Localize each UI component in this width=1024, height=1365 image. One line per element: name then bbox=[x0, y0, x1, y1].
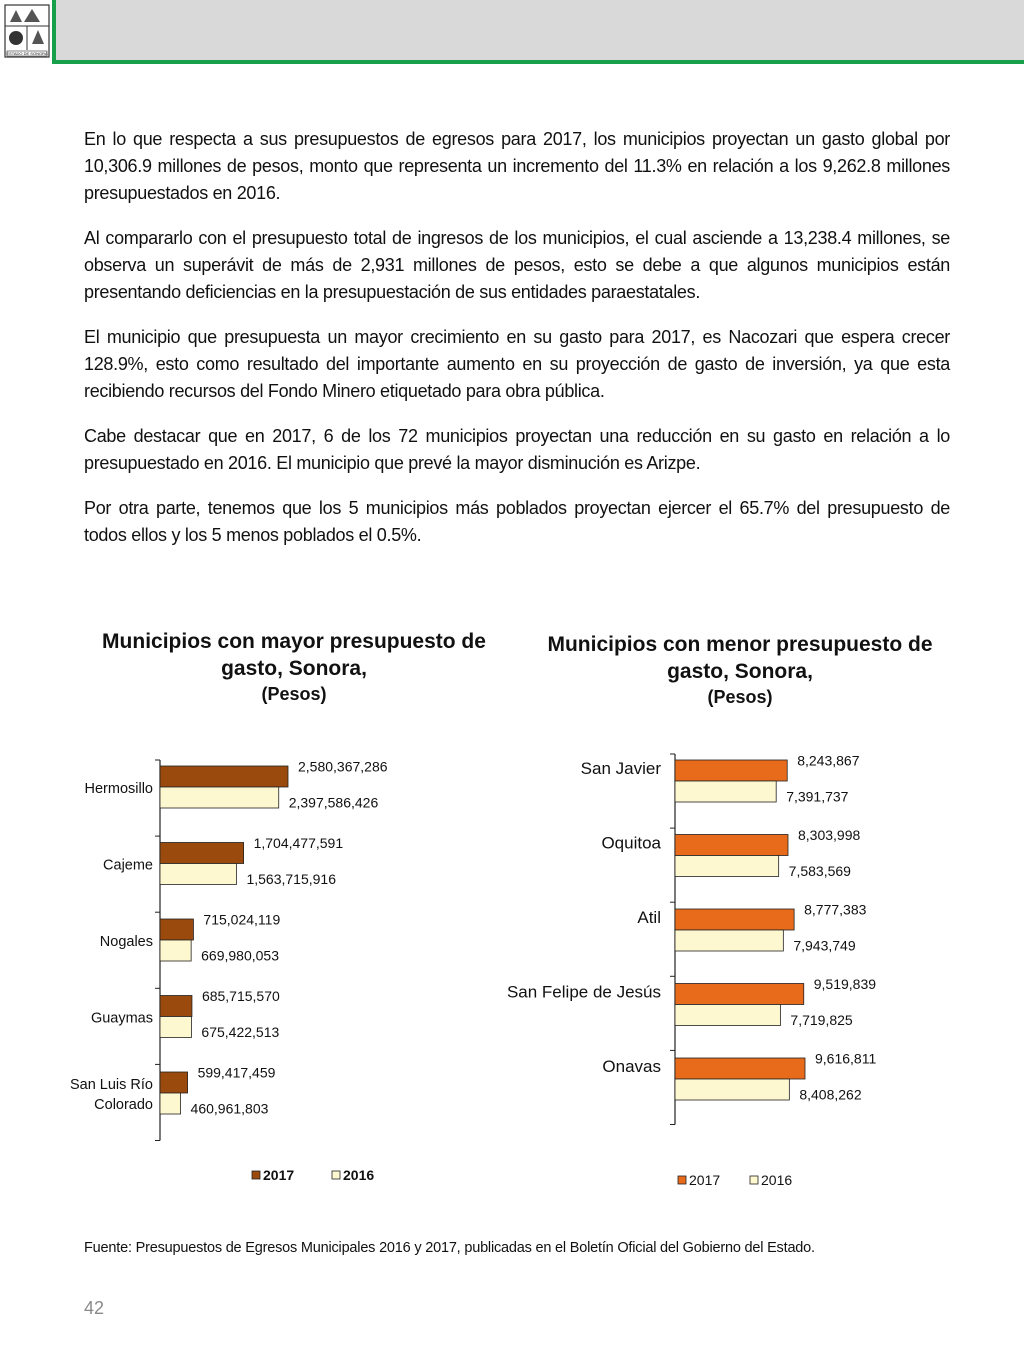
category-label: Onavas bbox=[602, 1057, 661, 1076]
coat-of-arms-icon bbox=[0, 0, 52, 64]
data-label: 9,519,839 bbox=[813, 976, 877, 992]
category-label: Nogales bbox=[99, 934, 153, 950]
data-label: 8,243,867 bbox=[797, 752, 860, 769]
data-label: 7,391,737 bbox=[786, 788, 849, 805]
legend-swatch bbox=[678, 1176, 686, 1184]
logo-text: ESTADO DE SONORA bbox=[6, 51, 48, 57]
legend-label: 2016 bbox=[761, 1172, 793, 1188]
chart-title-largest bbox=[74, 628, 514, 706]
data-label: 2,580,367,286 bbox=[298, 758, 388, 775]
page-number: 42 bbox=[84, 1298, 105, 1318]
legend-swatch bbox=[252, 1171, 260, 1179]
legend-swatch bbox=[750, 1176, 758, 1184]
category-label: San Felipe de Jesús bbox=[506, 982, 661, 1002]
data-label: 8,777,383 bbox=[804, 901, 867, 918]
legend-label: 2016 bbox=[343, 1167, 375, 1183]
data-label: 2,397,586,426 bbox=[288, 794, 379, 811]
bar-2016 bbox=[675, 1005, 780, 1026]
state-logo bbox=[0, 0, 56, 64]
bar-2017 bbox=[675, 984, 804, 1005]
bar-2017 bbox=[160, 766, 288, 787]
bar-2016 bbox=[675, 781, 776, 802]
bar-2016 bbox=[675, 930, 783, 951]
bar-2017 bbox=[675, 835, 788, 856]
data-label: 8,303,998 bbox=[798, 827, 861, 843]
chart-subtitle: (Pesos) bbox=[261, 684, 327, 704]
chart-title-text: Municipios con mayor presupuesto de gasto, Sonora, bbox=[102, 630, 486, 680]
bar-2016 bbox=[160, 864, 236, 885]
body-text bbox=[84, 126, 950, 567]
chart-smallest-budget bbox=[480, 740, 950, 1200]
paragraph: Al compararlo con el presupuesto total de ingresos de los municipios, el cual asciende a 13,238.4 millones, se observa un superávit de más de 2,931 millones de pesos, esto se debe a que algunos municipios están presentando deficiencias en la presupuestación de sus entidades paraestatales. bbox=[84, 228, 950, 302]
paragraph: El municipio que presupuesta un mayor crecimiento en su gasto para 2017, es Nacozari que espera crecer 128.9%, esto como resultado del importante aumento en su proyección de gasto de inversión, ya que esta recibiendo recursos del Fondo Minero etiquetado para obra pública. bbox=[84, 327, 950, 401]
paragraph: En lo que respecta a sus presupuestos de egresos para 2017, los municipios proyectan un gasto global por 10,306.9 millones de pesos, monto que representa un incremento del 11.3% en relación a los 9,262.8 millones presupuestados en 2016. bbox=[84, 129, 950, 203]
category-label: Oquitoa bbox=[601, 833, 661, 853]
data-label: 669,980,053 bbox=[201, 947, 280, 964]
data-label: 675,422,513 bbox=[201, 1024, 280, 1040]
chart-largest-budget bbox=[40, 740, 480, 1200]
bar-2016 bbox=[160, 940, 191, 961]
category-label: Guaymas bbox=[90, 1010, 153, 1027]
data-label: 1,563,715,916 bbox=[246, 871, 336, 887]
data-label: 7,943,749 bbox=[793, 937, 856, 954]
category-label: San Javier bbox=[580, 759, 661, 778]
category-label: Hermosillo bbox=[84, 781, 153, 797]
bar-2017 bbox=[675, 1058, 805, 1079]
data-label: 599,417,459 bbox=[197, 1064, 276, 1081]
category-label: Cajeme bbox=[103, 857, 153, 874]
data-label: 7,583,569 bbox=[788, 863, 851, 879]
bar-2016 bbox=[160, 1093, 181, 1114]
bar-2016 bbox=[675, 856, 779, 877]
category-label: Atil bbox=[637, 908, 661, 927]
data-label: 685,715,570 bbox=[201, 988, 280, 1004]
bar-2017 bbox=[675, 760, 787, 781]
paragraph: Cabe destacar que en 2017, 6 de los 72 municipios proyectan una reducción en su gasto en relación a lo presupuestado en 2016. El municipio que prevé la mayor disminución es Arizpe. bbox=[84, 426, 950, 473]
legend-label: 2017 bbox=[263, 1167, 295, 1183]
chart-title-text: Municipios con menor presupuesto de gasto, Sonora, bbox=[547, 633, 933, 683]
data-label: 7,719,825 bbox=[790, 1012, 853, 1028]
data-label: 1,704,477,591 bbox=[253, 835, 344, 851]
data-label: 9,616,811 bbox=[815, 1050, 877, 1067]
bar-2016 bbox=[160, 787, 279, 808]
legend-swatch bbox=[332, 1171, 340, 1179]
bar-2017 bbox=[160, 919, 193, 940]
bar-2017 bbox=[675, 909, 794, 930]
source-note: Fuente: Presupuestos de Egresos Municipales 2016 y 2017, publicadas en el Boletín Oficial del Gobierno del Estado. bbox=[84, 1240, 815, 1256]
page-header bbox=[0, 0, 1024, 64]
legend-label: 2017 bbox=[689, 1172, 721, 1188]
chart-subtitle: (Pesos) bbox=[707, 687, 773, 707]
bar-2016 bbox=[160, 1017, 191, 1038]
chart-title-smallest bbox=[530, 631, 950, 709]
data-label: 460,961,803 bbox=[190, 1100, 269, 1117]
bar-2016 bbox=[675, 1079, 789, 1100]
paragraph: Por otra parte, tenemos que los 5 municipios más poblados proyectan ejercer el 65.7% del presupuesto de todos ellos y los 5 menos poblados el 0.5%. bbox=[84, 498, 950, 545]
data-label: 715,024,119 bbox=[203, 911, 281, 928]
category-label: San Luis Río bbox=[69, 1077, 153, 1093]
bar-2017 bbox=[160, 843, 244, 864]
bar-2017 bbox=[160, 996, 192, 1017]
category-label: Colorado bbox=[94, 1097, 153, 1113]
bar-2017 bbox=[160, 1072, 188, 1093]
data-label: 8,408,262 bbox=[799, 1086, 862, 1103]
